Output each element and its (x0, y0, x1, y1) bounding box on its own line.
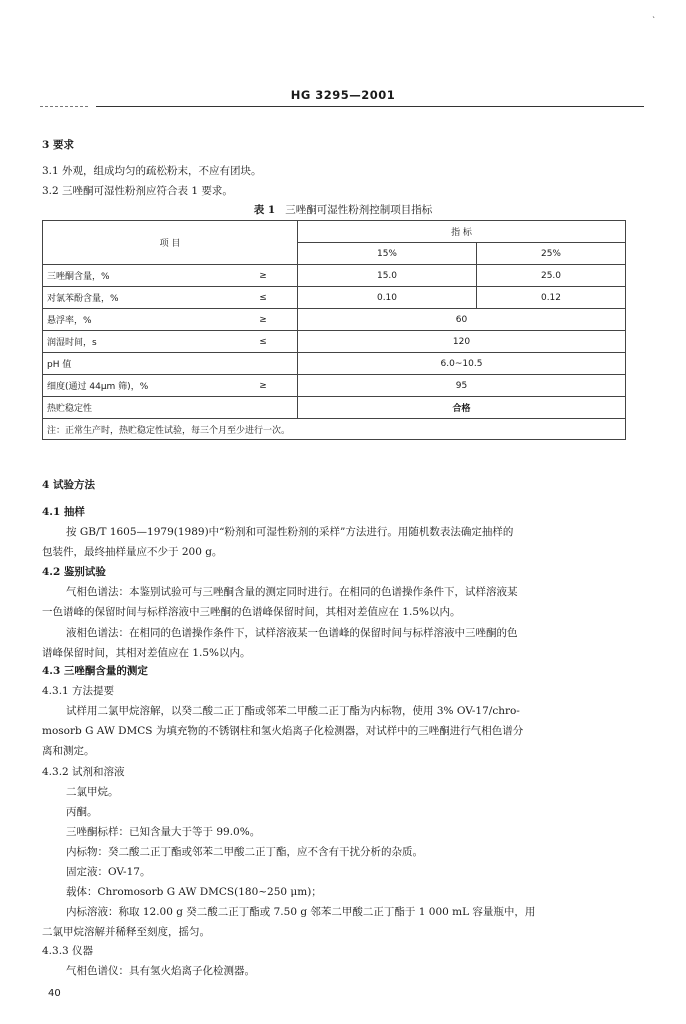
table-1-label: 表 1 (253, 204, 276, 216)
clause-4-3-1-heading: 4.3.1 方法提要 (42, 685, 115, 697)
table-row (43, 375, 626, 397)
row-name: 润湿时间，s (43, 331, 230, 353)
clause-4-1-text: 按 GB/T 1605—1979(1989)中“粉剂和可湿性粉剂的采样”方法进行。用随机数表法确定抽样的 (66, 526, 514, 538)
row-symbol (229, 397, 298, 419)
reagent-acetone: 丙酮。 (66, 806, 98, 818)
table-note: 注：正常生产时，热贮稳定性试验，每三个月至少进行一次。 (43, 419, 626, 440)
reagent-dichloromethane: 二氯甲烷。 (66, 786, 119, 798)
col-item-header: 项 目 (43, 221, 298, 265)
row-name: 热贮稳定性 (43, 397, 230, 419)
standard-number: HG 3295—2001 (290, 88, 396, 102)
clause-4-3-1-text-end: 离和测定。 (42, 745, 95, 757)
row-value-25: 25.0 (477, 265, 626, 287)
reagent-stationary-phase: 固定液：OV-17。 (66, 866, 151, 878)
reagent-internal-solution-cont: 二氯甲烷溶解并稀释至刻度，摇匀。 (42, 926, 210, 938)
table-row (43, 309, 626, 331)
clause-4-3-1-text: 试样用二氯甲烷溶解，以癸二酸二正丁酯或邻苯二甲酸二正丁酯为内标物，使用 3% OV-17/chro- (66, 705, 520, 717)
reagent-internal-standard: 内标物：癸二酸二正丁酯或邻苯二甲酸二正丁酯，应不含有干扰分析的杂质。 (66, 846, 423, 858)
table-1 (42, 220, 626, 440)
row-symbol: ≥ (229, 375, 298, 397)
clause-4-3-2-heading: 4.3.2 试剂和溶液 (42, 766, 125, 778)
row-name: 细度(通过 44μm 筛)，% (43, 375, 230, 397)
row-value: 95 (298, 375, 626, 397)
table-1-title (0, 202, 686, 217)
table-row (43, 397, 626, 419)
row-value: 合格 (298, 397, 626, 419)
page-number: 40 (48, 988, 61, 999)
clause-3-2: 3.2 三唑酮可湿性粉剂应符合表 1 要求。 (42, 185, 233, 197)
row-value-15: 15.0 (298, 265, 477, 287)
clause-4-1-text-cont: 包装件，最终抽样量应不少于 200 g。 (42, 546, 223, 558)
row-value-15: 0.10 (298, 287, 477, 309)
reagent-standard: 三唑酮标样：已知含量大于等于 99.0%。 (66, 826, 261, 838)
row-symbol: ≥ (229, 309, 298, 331)
reagent-support: 载体：Chromosorb G AW DMCS(180~250 μm)； (66, 886, 322, 898)
row-symbol: ≤ (229, 287, 298, 309)
clause-4-3-1-text-cont: mosorb G AW DMCS 为填充物的不锈钢柱和氢火焰离子化检测器，对试样中的三唑酮进行气相色谱分 (42, 725, 524, 737)
section-4-heading: 4 试验方法 (42, 479, 95, 491)
instrument-gc: 气相色谱仪：具有氢火焰离子化检测器。 (66, 965, 255, 977)
clause-4-2-lc-text-cont: 谱峰保留时间，其相对差值应在 1.5%以内。 (42, 647, 251, 659)
header-rule (96, 106, 644, 107)
table-row (43, 331, 626, 353)
col-25-header: 25% (477, 243, 626, 265)
row-name: pH 值 (43, 353, 230, 375)
clause-4-1-heading: 4.1 抽样 (42, 506, 85, 518)
clause-3-1: 3.1 外观，组成均匀的疏松粉末，不应有团块。 (42, 165, 262, 177)
section-3-heading: 3 要求 (42, 139, 74, 151)
row-value: 6.0~10.5 (298, 353, 626, 375)
col-index-header: 指 标 (298, 221, 626, 243)
reagent-internal-solution: 内标溶液：称取 12.00 g 癸二酸二正丁酯或 7.50 g 邻苯二甲酸二正丁酯于 1 000 mL 容量瓶中，用 (66, 906, 536, 918)
row-value-25: 0.12 (477, 287, 626, 309)
table-row (43, 353, 626, 375)
row-value: 120 (298, 331, 626, 353)
row-symbol: ≥ (229, 265, 298, 287)
row-name: 对氯苯酚含量，% (43, 287, 230, 309)
clause-4-2-lc-text: 液相色谱法：在相同的色谱操作条件下，试样溶液某一色谱峰的保留时间与标样溶液中三唑酮的色 (66, 627, 518, 639)
table-1-caption: 三唑酮可湿性粉剂控制项目指标 (285, 204, 433, 216)
clause-4-3-3-heading: 4.3.3 仪器 (42, 945, 94, 957)
table-row (43, 265, 626, 287)
scan-speck: ` (652, 16, 656, 25)
clause-4-2-gc-text-cont: 一色谱峰的保留时间与标样溶液中三唑酮的色谱峰保留时间，其相对差值应在 1.5%以内。 (42, 606, 461, 618)
table-row (43, 287, 626, 309)
col-15-header: 15% (298, 243, 477, 265)
clause-4-2-gc-text: 气相色谱法：本鉴别试验可与三唑酮含量的测定同时进行。在相同的色谱操作条件下，试样溶液某 (66, 586, 518, 598)
row-symbol: ≤ (229, 331, 298, 353)
clause-4-2-heading: 4.2 鉴别试验 (42, 566, 106, 578)
header-rule-left (40, 106, 88, 107)
row-name: 三唑酮含量，% (43, 265, 230, 287)
row-value: 60 (298, 309, 626, 331)
row-symbol (229, 353, 298, 375)
clause-4-3-heading: 4.3 三唑酮含量的测定 (42, 665, 148, 677)
row-name: 悬浮率，% (43, 309, 230, 331)
